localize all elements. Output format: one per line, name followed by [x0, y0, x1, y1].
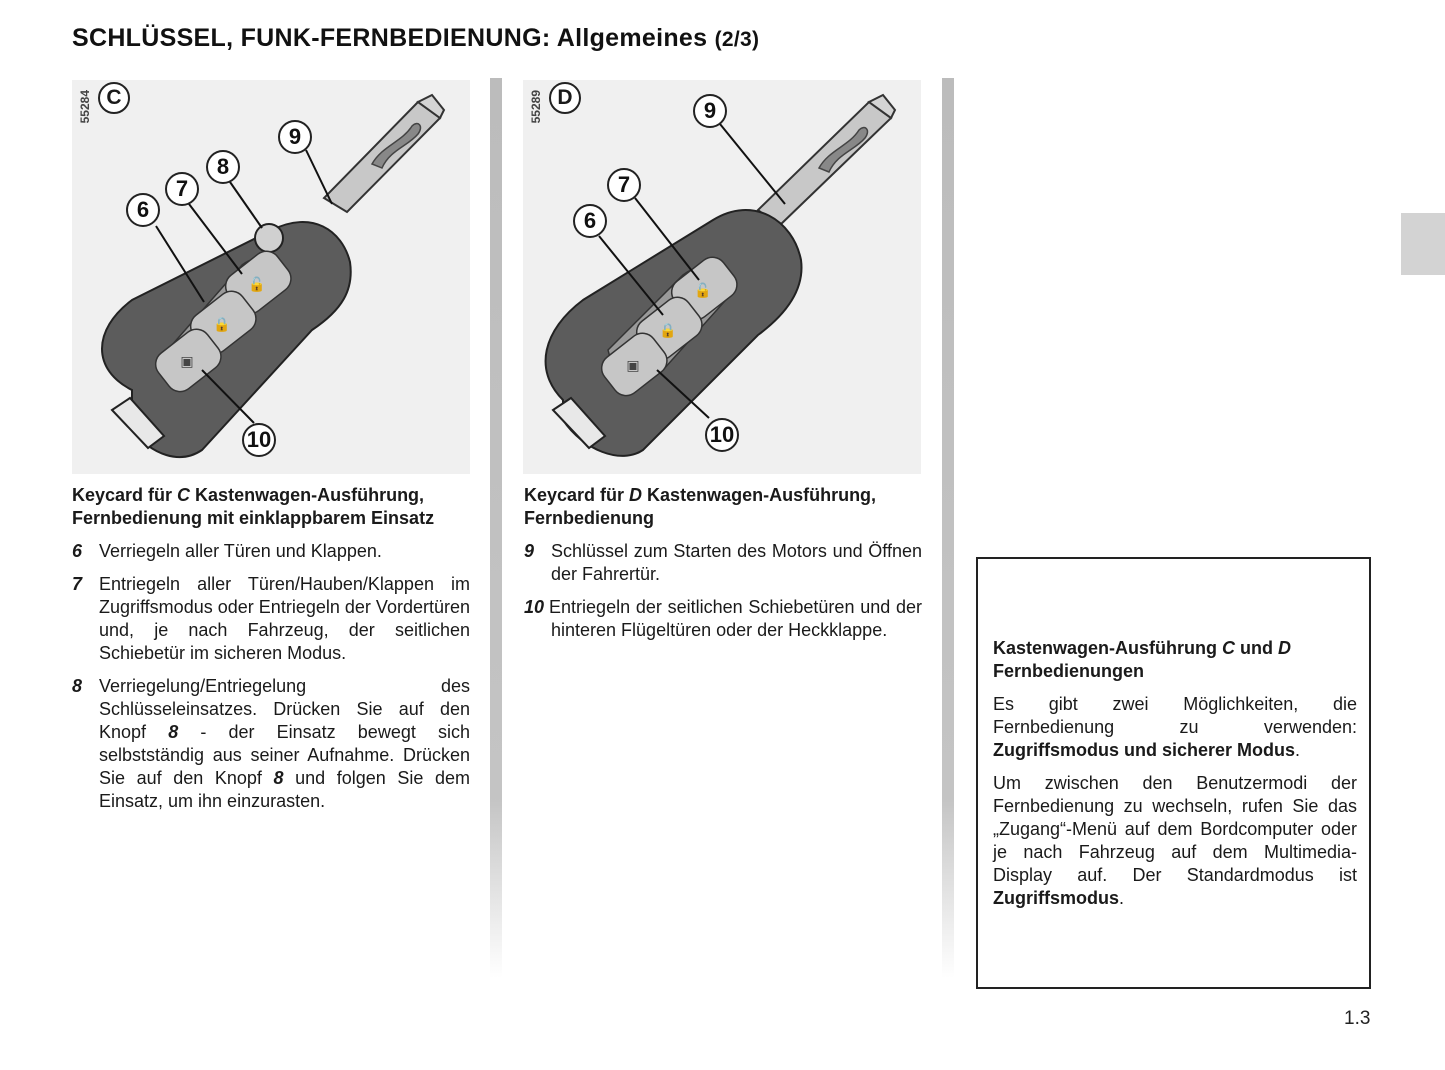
key-blade [758, 95, 895, 226]
list-item: 7 Entriegeln aller Türen/Hauben/Klappen im Zugriffsmodus oder Entriegeln der Vordertüren und, je nach Fahrzeug, der seitlichen Schiebetür im sicheren Modus. [72, 574, 470, 663]
svg-text:🔒: 🔒 [659, 322, 677, 338]
column-keycard-c [72, 484, 470, 823]
info-box [976, 557, 1371, 989]
callout-10: 10 [242, 423, 276, 457]
callout-7: 7 [165, 172, 199, 206]
svg-text:▣: ▣ [180, 353, 194, 369]
page-part-indicator: (2/3) [714, 28, 760, 51]
key-blade [324, 95, 444, 212]
callout-9: 9 [693, 94, 727, 128]
column-divider [942, 78, 954, 978]
callout-9: 9 [278, 120, 312, 154]
figure-letter-badge: C [98, 82, 130, 114]
callout-7: 7 [607, 168, 641, 202]
section-heading: Keycard für D Kastenwagen-Ausführung, Fernbedienung [524, 485, 877, 528]
info-paragraph: Es gibt zwei Möglichkeiten, die Fernbedienung zu verwenden: Zugriffsmodus und sicherer Modus. [993, 694, 1357, 760]
list-item: 8 Verriegelung/Entriegelung des Schlüsseleinsatzes. Drücken Sie auf den Knopf 8 - der Einsatz bewegt sich selbstständig aus seiner Aufnahme. Drücken Sie auf den Knopf 8 und folgen Sie dem Einsatz, um ihn einzurasten. [72, 676, 470, 811]
callout-8: 8 [206, 150, 240, 184]
keycard-c-illustration [72, 80, 470, 474]
list-item: 9 Schlüssel zum Starten des Motors und Öffnen der Fahrertür. [524, 541, 922, 584]
info-box-heading: Kastenwagen-Ausführung C und D Fernbedienungen [993, 638, 1292, 681]
figure-keycard-c [72, 80, 470, 474]
release-button-8 [255, 224, 283, 252]
svg-text:🔓: 🔓 [694, 282, 712, 298]
page-title: SCHLÜSSEL, FUNK-FERNBEDIENUNG: Allgemeines (2/3) [72, 24, 760, 52]
keycard-d-illustration [523, 80, 921, 474]
callout-6: 6 [573, 204, 607, 238]
info-paragraph: Um zwischen den Benutzermodi der Fernbedienung zu wechseln, rufen Sie das „Zugang“-Menü auf dem Bordcomputer oder je nach Fahrzeug auf dem Multimedia-Display auf. Der Standardmodus ist Zugriffsmodus. [993, 773, 1357, 908]
callout-6: 6 [126, 193, 160, 227]
column-keycard-d [524, 484, 922, 652]
figure-code: 55289 [529, 90, 543, 124]
page-number: 1.3 [1344, 1008, 1371, 1029]
list-item: 6 Verriegeln aller Türen und Klappen. [72, 541, 382, 561]
svg-text:▣: ▣ [626, 357, 640, 373]
section-tab-marker [1401, 213, 1445, 275]
figure-letter-badge: D [549, 82, 581, 114]
column-divider [490, 78, 502, 978]
svg-text:🔓: 🔓 [248, 276, 266, 292]
callout-10: 10 [705, 418, 739, 452]
figure-keycard-d [523, 80, 921, 474]
svg-text:🔒: 🔒 [213, 316, 231, 332]
section-heading: Keycard für C Kastenwagen-Ausführung, Fernbedienung mit einklappbarem Einsatz [72, 485, 435, 528]
key-fob [102, 222, 351, 457]
figure-code: 55284 [78, 90, 92, 124]
list-item: 10 Entriegeln der seitlichen Schiebetüren und der hinteren Flügeltüren oder der Heckklappe. [524, 597, 922, 640]
